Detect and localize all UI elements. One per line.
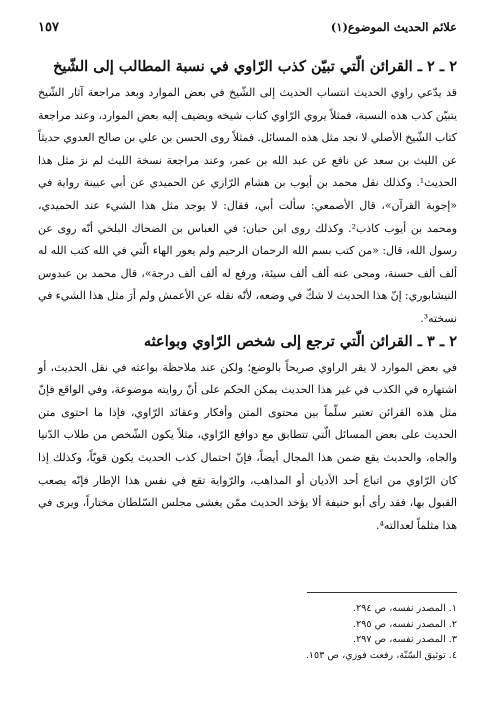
footnote-item: ١. المصدر نفسه، ص ٢٩٤. xyxy=(353,603,457,614)
section-heading-2-3: ٢ ـ ٣ ـ القرائن الّتي ترجع إلى شخص الرّاوي وبواعثه xyxy=(143,332,457,350)
section-paragraph-2-3: في بعض الموارد لا يقر الراوي صريحاً بالوضع؛ ولكن عند ملاحظة بواعثه في نقل الحديث، أو اشتهاره في الكذب في غير هذا الحديث يمكن الحكم على أنّ روايته موضوعة، وفي الواقع فإنّ مثل هذه القرائن تعتبر سلّماً بين محتوى المتن وأفكار وعقائد الرّاوي، فإذا ما احتوى متن الحديث على بعض المسائل الّتي تتطابق مع دوافع الرّاوي، مثلاً يكون الشّخص من طلاب الدّنيا والجاه، والحديث يقع ضمن هذا المجال أيضاً، فإنّ احتمال كذب الحديث يكون قويّاً، وكذلك إذا كان الرّاوي من اتباع أحد الأديان أو المذاهب، والرّواية تقع في نفس هذا الإطار فإنّه يصعب القبول بها، فقد رأى أبو حنيفة ألا يؤخذ الحديث ممّن يغشى مجلس السّلطان مختاراً، ويرى في هذا مثلماً لعدالته⁴. xyxy=(38,360,457,532)
footnote-item: ٢. المصدر نفسه، ص ٢٩٥. xyxy=(353,618,457,630)
running-title: علائم الحديث الموضوع(١) xyxy=(330,20,457,34)
footnotes xyxy=(38,592,457,663)
section-paragraph-2-2: قد يدّعي راوي الحديث انتساب الحديث إلى الشّيخ في بعض الموارد وبعد مراجعة آثار الشّيخ يتبيّن كذب هذه النسبة، فمثلاً يروي الرّاوي كتاب شيخه ويضيف إليه بعض الموارد، وعند مراجعة كتاب الشّيخ الأصلي لا نجد مثل هذه المسائل. فمثلاً روى الحسن بن علي بن صالح العدوي حديثاً عن الليث بن سعد عن نافع عن عبد الله بن عمر، وعند مراجعة نسخة الليث لم نرَ مثل هذا الحديث¹. وكذلك نقل محمد بن أيوب بن هشام الرّازي عن الحميدي عن أبي عيينة رواية في «إجوبة القرآن»، قال الأصمعي: سألت أبي، فقال: لا يوجد مثل هذا الشيء عند الحميدي، ومحمد بن أيوب كاذب². وكذلك روى ابن حبان: في العباس بن الضحاك البلخي أنّه روى عن رسول الله، قال: «من كتب بسم الله الرحمان الرحيم ولم يعور الهاء الّتي في الله كتب الله له ألف ألف حسنة، ومحى عنه ألف ألف سيئة، ورفع له ألف ألف درجة»، قال محمد بن عبدوس النيشابوري: إنّ هذا الحديث لا شكّ في وضعه، لأنّه نقله عن الأعمش ولم أرَ مثل هذا الشيء في نسخته³. xyxy=(38,86,457,325)
footnote-item: ٤. توثيق السّنّة، رفعت فوزي، ص ١٥٣. xyxy=(305,649,457,661)
section-heading-2-2: ٢ ـ ٢ ـ القرائن الّتي تبيّن كذب الرّاوي في نسبة المطالب إلى الشّيخ xyxy=(53,58,457,75)
main-content xyxy=(38,56,457,537)
footnote-item: ٣. المصدر نفسه، ص ٢٩٧. xyxy=(353,634,457,646)
footnote-divider xyxy=(307,592,457,593)
running-header xyxy=(38,18,457,36)
page-number: ١٥٧ xyxy=(38,19,59,35)
